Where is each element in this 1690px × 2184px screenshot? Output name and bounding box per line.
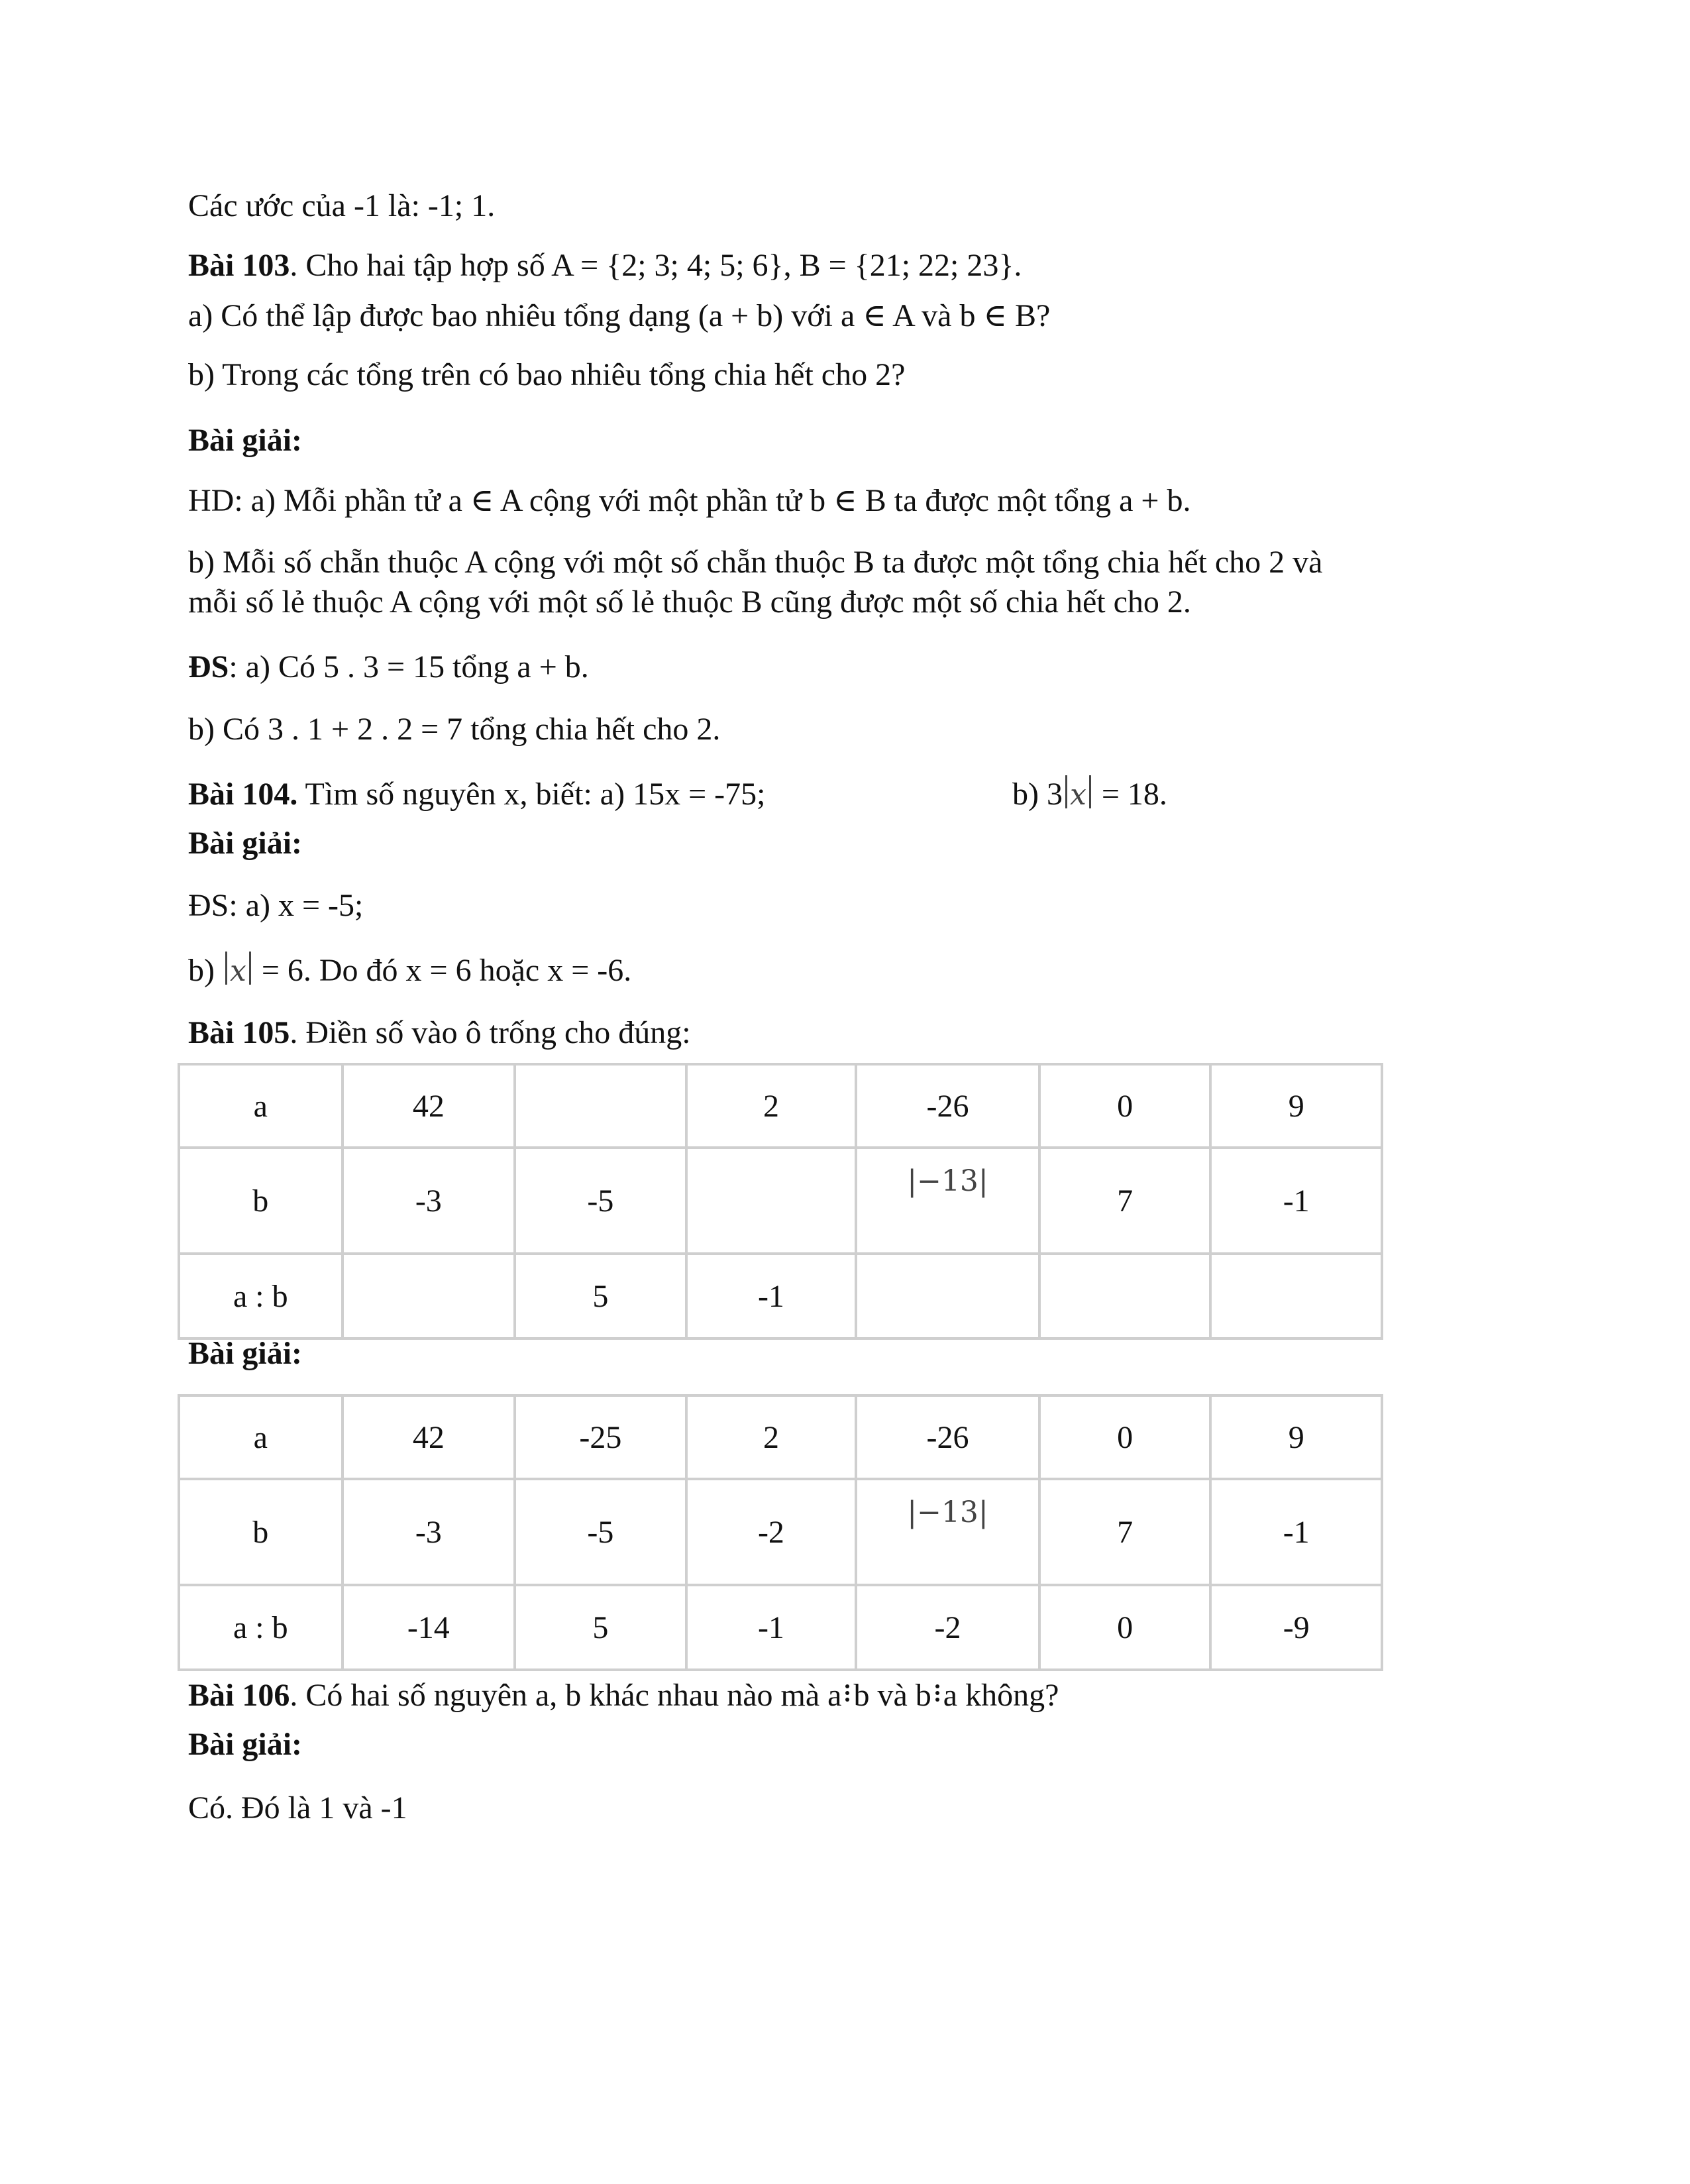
answer-table-cell: -14 [343, 1585, 515, 1670]
answer-table-cell: -1 [1210, 1479, 1382, 1585]
answer-table-cell: -3 [343, 1479, 515, 1585]
b103-heading [188, 246, 1022, 285]
b103-prompt: . Cho hai tập hợp số A = {2; 3; 4; 5; 6}, B = {21; 22; 23}. [290, 248, 1022, 283]
problem-table-cell [686, 1148, 857, 1254]
problem-table-cell: 42 [343, 1064, 515, 1148]
problem-table-row-header: a : b [179, 1254, 343, 1338]
answer-table-cell: 0 [1039, 1585, 1211, 1670]
b104-answer-a: ĐS: a) x = -5; [188, 888, 364, 923]
answer-table-cell: -25 [515, 1395, 686, 1479]
problem-table-row-header: b [179, 1148, 343, 1254]
b104-part-b-suffix: = 18. [1101, 777, 1167, 812]
answer-table-cell: -2 [856, 1585, 1039, 1670]
b106-prompt-2: b và b [853, 1678, 931, 1713]
problem-table-cell [856, 1254, 1039, 1338]
answer-table-cell: -5 [515, 1479, 686, 1585]
answer-table-row [179, 1395, 1382, 1479]
problem-table-cell: 9 [1210, 1064, 1382, 1148]
problem-table-cell: 2 [686, 1064, 857, 1148]
b103-question-a: a) Có thể lập được bao nhiêu tổng dạng (a + b) với a ∈ A và b ∈ B? [188, 298, 1051, 333]
abs-value-expression: |−13| [907, 1496, 988, 1529]
answer-table-cell: -1 [686, 1585, 857, 1670]
b104-title: Bài 104. [188, 777, 298, 812]
b104-heading [188, 775, 765, 814]
answer-table-cell: -26 [856, 1395, 1039, 1479]
abs-bar-right [1089, 775, 1091, 808]
var-x: x [229, 954, 246, 988]
problem-table-cell: -1 [686, 1254, 857, 1338]
b106-heading [188, 1676, 1059, 1715]
answer-table-row-header: a [179, 1395, 343, 1479]
abs-bar-left [1065, 775, 1067, 808]
problem-table-row [179, 1148, 1382, 1254]
b104-part-b [1012, 775, 1167, 814]
problem-table-row [179, 1064, 1382, 1148]
problem-table-cell: 7 [1039, 1148, 1211, 1254]
problem-table-cell [515, 1064, 686, 1148]
b103-solution-label: Bài giải: [188, 423, 303, 458]
problem-table-row [179, 1254, 1382, 1338]
b106-solution-label: Bài giải: [188, 1727, 303, 1762]
b105-answer-table [178, 1394, 1383, 1671]
b104-answer-b-suffix: = 6. Do đó x = 6 hoặc x = -6. [261, 953, 632, 988]
answer-table-row-header: a : b [179, 1585, 343, 1670]
b105-solution-label: Bài giải: [188, 1336, 303, 1371]
problem-table-cell: -5 [515, 1148, 686, 1254]
answer-table-cell: -2 [686, 1479, 857, 1585]
answer-table-cell: 7 [1039, 1479, 1211, 1585]
abs-bar-right [249, 952, 251, 985]
b103-hint-b-line1: b) Mỗi số chẵn thuộc A cộng với một số chẵn thuộc B ta được một tổng chia hết cho 2 và [188, 545, 1323, 580]
b104-answer-b [188, 952, 631, 991]
answer-table-row [179, 1585, 1382, 1670]
b106-prompt-3: a không? [943, 1678, 1059, 1713]
b105-title: Bài 105 [188, 1015, 290, 1050]
problem-table-cell [1210, 1254, 1382, 1338]
b106-title: Bài 106 [188, 1678, 290, 1713]
answer-table-cell: 42 [343, 1395, 515, 1479]
var-x: x [1069, 778, 1086, 812]
b104-prompt: Tìm số nguyên x, biết: a) 15x = -75; [297, 777, 766, 812]
b104-part-b-prefix: b) 3 [1012, 777, 1063, 812]
intro-text: Các ước của -1 là: -1; 1. [188, 188, 496, 223]
divides-symbol-icon [934, 1682, 941, 1704]
problem-table-cell: -1 [1210, 1148, 1382, 1254]
b103-question-b: b) Trong các tổng trên có bao nhiêu tổng chia hết cho 2? [188, 357, 906, 392]
divides-symbol-icon [844, 1682, 851, 1704]
problem-table-cell [856, 1148, 1039, 1254]
problem-table-cell [343, 1254, 515, 1338]
problem-table-cell: -26 [856, 1064, 1039, 1148]
answer-table-cell [856, 1479, 1039, 1585]
b103-answer-a-text: : a) Có 5 . 3 = 15 tổng a + b. [229, 649, 589, 684]
problem-table-cell: -3 [343, 1148, 515, 1254]
b106-answer: Có. Đó là 1 và -1 [188, 1790, 407, 1826]
abs-value-expression: |−13| [907, 1164, 988, 1198]
answer-table-row [179, 1479, 1382, 1585]
problem-table-cell: 5 [515, 1254, 686, 1338]
ds-label: ĐS [188, 649, 229, 684]
problem-table-row-header: a [179, 1064, 343, 1148]
b105-heading [188, 1014, 691, 1052]
answer-table-cell: 9 [1210, 1395, 1382, 1479]
b103-answer-b: b) Có 3 . 1 + 2 . 2 = 7 tổng chia hết cho 2. [188, 712, 721, 747]
problem-table-cell: 0 [1039, 1064, 1211, 1148]
answer-table-cell: 0 [1039, 1395, 1211, 1479]
b105-problem-table [178, 1063, 1383, 1340]
b103-title: Bài 103 [188, 248, 290, 283]
abs-bar-left [225, 952, 227, 985]
answer-table-cell: -9 [1210, 1585, 1382, 1670]
b103-hint-b-line2: mỗi số lẻ thuộc A cộng với một số lẻ thuộc B cũng được một số chia hết cho 2. [188, 584, 1191, 620]
b104-solution-label: Bài giải: [188, 826, 303, 861]
problem-table-cell [1039, 1254, 1211, 1338]
b103-hint-a: HD: a) Mỗi phần tử a ∈ A cộng với một phần tử b ∈ B ta được một tổng a + b. [188, 483, 1191, 518]
answer-table-cell: 5 [515, 1585, 686, 1670]
answer-table-row-header: b [179, 1479, 343, 1585]
b106-prompt-1: . Có hai số nguyên a, b khác nhau nào mà a [290, 1678, 842, 1713]
answer-table-cell: 2 [686, 1395, 857, 1479]
b105-prompt: . Điền số vào ô trống cho đúng: [290, 1015, 691, 1050]
b103-answer-a [188, 648, 589, 686]
b104-answer-b-prefix: b) [188, 953, 223, 988]
